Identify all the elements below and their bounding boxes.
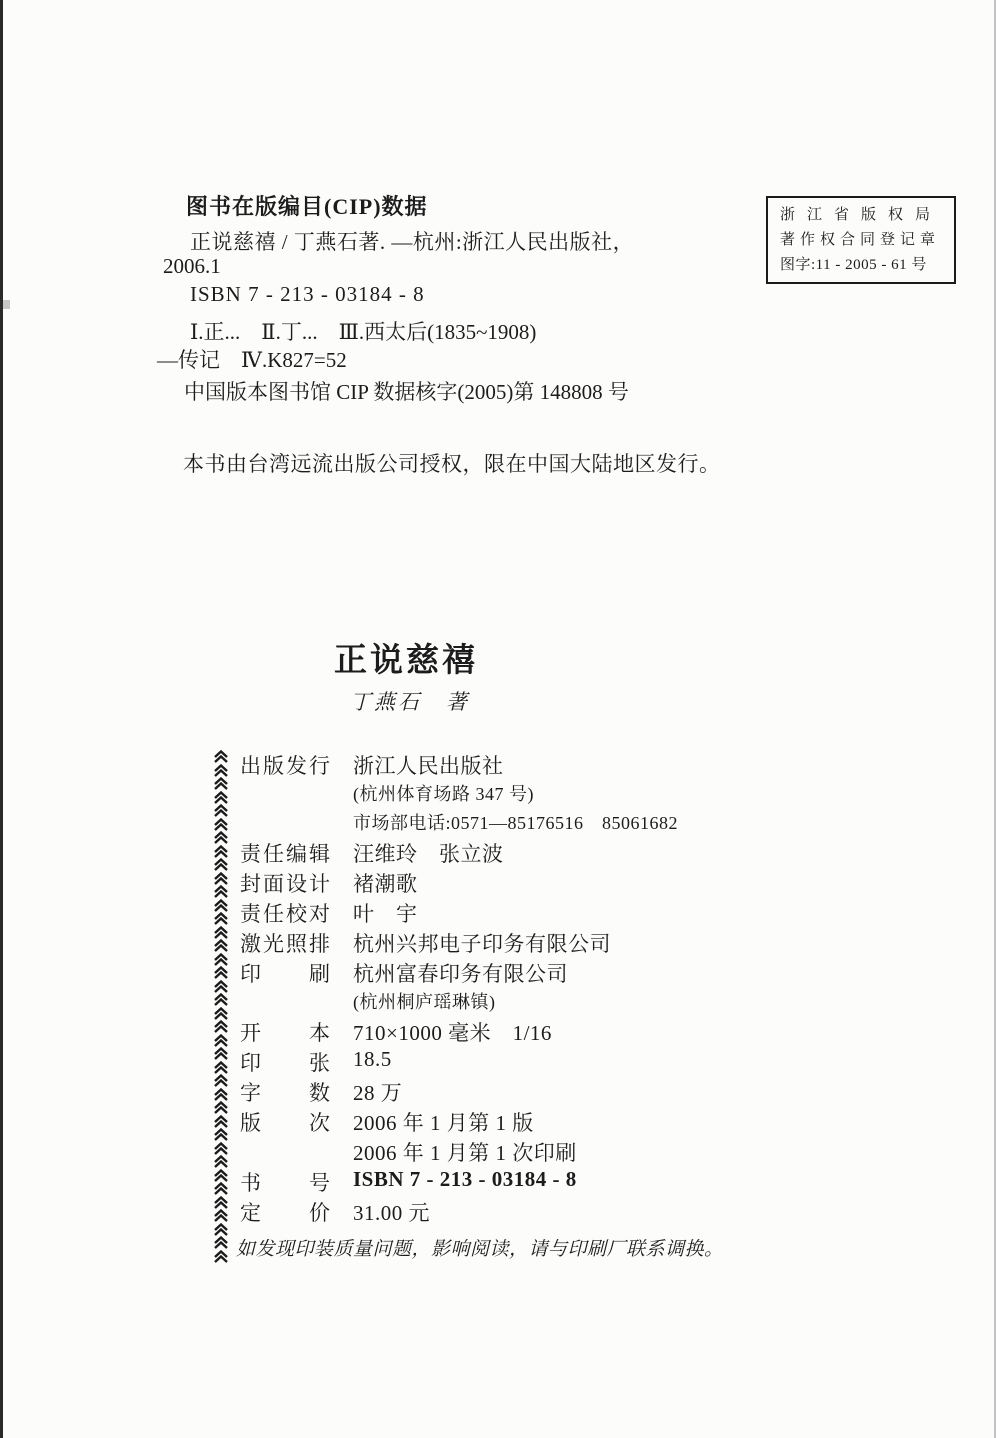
row-subvalue: (杭州体育场路 347 号) (353, 784, 534, 804)
colophon-row-price (240, 1197, 940, 1227)
colophon-row-printer (240, 958, 940, 988)
row-label: 激光照排 (240, 932, 330, 956)
cip-classification-line-2: —传记 Ⅳ.K827=52 (157, 348, 347, 372)
row-label: 出版发行 (240, 754, 330, 778)
stamp-line-2: 著作权合同登记章 (780, 231, 941, 248)
colophon-row-printing (240, 1137, 940, 1167)
colophon-row-isbn (240, 1167, 940, 1197)
colophon-row-publisher-address (240, 780, 940, 809)
row-label: 书号 (240, 1171, 330, 1195)
row-value: ISBN 7 - 213 - 03184 - 8 (353, 1167, 577, 1191)
colophon-row-typesetting (240, 928, 940, 958)
row-value: 浙江人民出版社 (353, 754, 504, 778)
cip-year-line: 2006.1 (163, 254, 221, 278)
colophon-row-wordcount (240, 1077, 940, 1107)
cip-title-line: 正说慈禧 / 丁燕石著. —杭州:浙江人民出版社， (190, 230, 635, 254)
row-label: 责任编辑 (240, 842, 330, 866)
row-value: 杭州富春印务有限公司 (353, 962, 568, 986)
book-title: 正说慈禧 (334, 643, 478, 679)
row-value: 杭州兴邦电子印务有限公司 (353, 932, 611, 956)
colophon-row-publisher-phone (240, 809, 940, 838)
row-label: 版次 (240, 1111, 330, 1135)
row-subvalue: (杭州桐庐瑶琳镇) (353, 992, 496, 1012)
row-label: 封面设计 (240, 872, 330, 896)
row-value: 汪维玲 张立波 (353, 842, 504, 866)
row-label: 字数 (240, 1081, 330, 1105)
row-value: 2006 年 1 月第 1 版 (353, 1111, 534, 1135)
colophon-row-printer-address (240, 988, 940, 1017)
cip-heading: 图书在版编目(CIP)数据 (186, 194, 428, 219)
colophon-row-cover-design (240, 868, 940, 898)
scan-speck (3, 300, 10, 309)
row-label: 责任校对 (240, 902, 330, 926)
colophon-block (240, 750, 940, 1227)
row-label: 定价 (240, 1201, 330, 1225)
colophon-row-proofreader (240, 898, 940, 928)
book-author: 丁燕石 著 (350, 690, 470, 714)
chevron-border-decoration (213, 750, 231, 1263)
print-quality-note: 如发现印装质量问题，影响阅读，请与印刷厂联系调换。 (236, 1239, 724, 1260)
colophon-row-edition (240, 1107, 940, 1137)
colophon-row-publisher (240, 750, 940, 780)
authorization-statement: 本书由台湾远流出版公司授权，限在中国大陆地区发行。 (183, 452, 721, 476)
row-label: 印张 (240, 1051, 330, 1075)
scan-edge-left (0, 0, 3, 1438)
colophon-row-sheets (240, 1047, 940, 1077)
cip-classification-line-1: Ⅰ.正... Ⅱ.丁... Ⅲ.西太后(1835~1908) (190, 320, 537, 344)
row-value: 2006 年 1 月第 1 次印刷 (353, 1141, 577, 1165)
row-label: 印刷 (240, 962, 330, 986)
row-value: 31.00 元 (353, 1201, 430, 1225)
colophon-row-format (240, 1017, 940, 1047)
row-value: 28 万 (353, 1081, 403, 1105)
row-subvalue: 市场部电话:0571—85176516 85061682 (353, 813, 679, 833)
row-value: 710×1000 毫米 1/16 (353, 1021, 552, 1045)
cip-registry-line: 中国版本图书馆 CIP 数据核字(2005)第 148808 号 (184, 380, 629, 404)
copyright-registration-stamp (766, 196, 956, 284)
row-label: 开本 (240, 1021, 330, 1045)
row-value: 褚潮歌 (353, 872, 418, 896)
stamp-line-1: 浙江省版权局 (780, 206, 943, 223)
cip-isbn-line: ISBN 7 - 213 - 03184 - 8 (190, 282, 425, 306)
row-value: 18.5 (353, 1047, 392, 1071)
row-value: 叶 宇 (353, 902, 418, 926)
stamp-line-3: 图字:11 - 2005 - 61 号 (780, 256, 927, 273)
colophon-row-editor (240, 838, 940, 868)
